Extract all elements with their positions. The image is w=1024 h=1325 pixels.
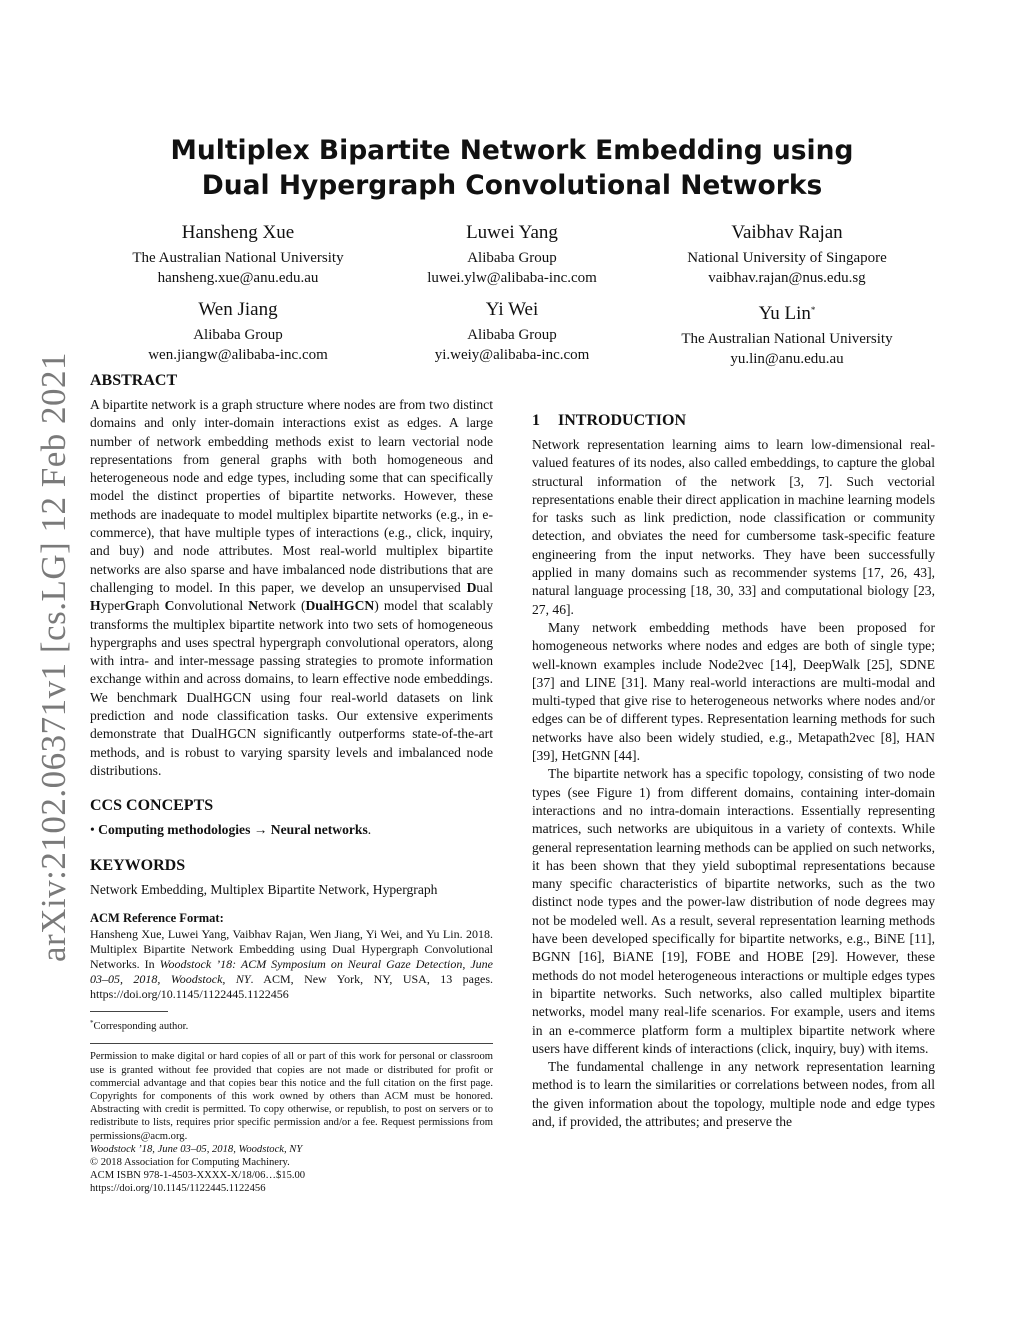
author-email: yu.lin@anu.edu.au bbox=[730, 351, 844, 367]
acm-ref-text: Hansheng Xue, Luwei Yang, Vaibhav Rajan, Wen Jiang, Yi Wei, and Yu Lin. 2018. Multiplex Bipartite Network Embedding using Dual Hypergraph Convolutional Networks. In Woodstock ’18: ACM Symposium on Neural Gaze Detection, June 03–05, 2018, Woodstock, NY. ACM, New York, NY, USA, 13 pages. https://doi.org/10.1145/1122445.1122456 bbox=[90, 927, 494, 1002]
author-name-text: Yu Lin bbox=[758, 303, 811, 324]
author-email: hansheng.xue@anu.edu.au bbox=[157, 270, 319, 286]
intro-paragraph: Many network embedding methods have been proposed for homogeneous networks where nodes and edges are both of single type; well-known examples include Node2vec [14], DeepWalk [25], SDNE [37] and LINE [31]. Many real-world interactions are multi-modal and multi-typed that give rise to heterogeneous networks where nodes and/or edges can be of different types. Representation learning methods for such networks have also been widely studied, e.g., Metapath2vec [8], HAN [39], HetGNN [44]. bbox=[532, 619, 935, 764]
author-email: luwei.ylw@alibaba-inc.com bbox=[427, 270, 597, 286]
left-column bbox=[90, 371, 493, 1196]
ccs-concepts: • Computing methodologies → Neural networks. bbox=[90, 822, 372, 838]
intro-paragraph: Network representation learning aims to learn low-dimensional real-valued features of its nodes, also called embeddings, to capture the global structural information of the network [3, 7]. Such vectorial representations enable their direct application in machine learning models for tasks such as link prediction, node classification or community detection, and obviates the need for cumbersome task-specific feature engineering from the input networks. They have been successfully applied in many domains such as recommender systems [17, 26, 43], natural language processing [18, 30, 33] and computational biology [23, 27, 46]. bbox=[532, 437, 935, 617]
footnote-rule bbox=[90, 1011, 168, 1012]
author-block bbox=[88, 298, 388, 365]
author-name: Vaibhav Rajan bbox=[731, 222, 843, 243]
intro-heading: 1 INTRODUCTION bbox=[532, 412, 687, 429]
author-affiliation: The Australian National University bbox=[132, 250, 344, 266]
author-affiliation: Alibaba Group bbox=[467, 250, 557, 266]
author-affiliation: The Australian National University bbox=[681, 331, 893, 347]
author-name: Luwei Yang bbox=[466, 222, 558, 243]
title-line-2: Dual Hypergraph Convolutional Networks bbox=[201, 170, 823, 201]
title-line-1: Multiplex Bipartite Network Embedding using bbox=[170, 135, 854, 166]
author-block bbox=[362, 298, 662, 365]
arxiv-identifier: arXiv:2102.06371v1 [cs.LG] 12 Feb 2021 bbox=[34, 351, 73, 963]
author-affiliation: Alibaba Group bbox=[467, 327, 557, 343]
doi-link[interactable]: https://doi.org/10.1145/1122445.1122456 bbox=[90, 1183, 266, 1195]
author-block bbox=[362, 221, 662, 288]
author-affiliation: Alibaba Group bbox=[193, 327, 283, 343]
permission-rule bbox=[90, 1043, 493, 1044]
author-block bbox=[637, 298, 937, 369]
author-name bbox=[637, 298, 937, 326]
acm-ref-label: ACM Reference Format: bbox=[90, 910, 224, 925]
author-affiliation: National University of Singapore bbox=[687, 250, 887, 266]
author-email: vaibhav.rajan@nus.edu.sg bbox=[708, 270, 866, 286]
abstract-heading: ABSTRACT bbox=[90, 372, 178, 389]
ccs-heading: CCS CONCEPTS bbox=[90, 797, 214, 815]
intro-paragraph: The bipartite network has a specific topology, consisting of two node types (see Figure 1) from different domains, containing inter-domain interactions and no intra-domain interactions. Essentially representing matrices, such networks are ubiquitous in a variety of contexts. While general representation learning methods can be applied on such networks, it has been shown that they yield suboptimal representations because many specific characteristics of bipartite networks, such as the two distinct node types and the power-law distribution of node degrees may not be modeled well. As a result, several representation learning methods have been developed specifically for bipartite networks, e.g., BiNE [11], BGNN [16], BiANE [19], FOBE and HOBE [29]. However, these methods do not model heterogeneous interactions or multiple edges types in bipartite networks. Such networks, also called multiplex bipartite networks, model many real-life scenarios. For example, users and items in an e-commerce platform form a multiplex bipartite network where users have different kinds of interactions (click, inquiry, buy) with items. bbox=[532, 766, 935, 1056]
isbn: ACM ISBN 978-1-4503-XXXX-X/18/06…$15.00 bbox=[90, 1170, 306, 1182]
keywords-heading: KEYWORDS bbox=[90, 856, 186, 874]
permission-text: Permission to make digital or hard copies of all or part of this work for personal or classroom use is granted without fee provided that copies are not made or distributed for profit or commercial advantage and that copies bear this notice and the full citation on the first page. Copyrights for components of this work owned by others than ACM must be honored. Abstracting with credit is permitted. To copy otherwise, or republish, to post on servers or to redistribute to lists, requires prior specific permission and/or a fee. Request permissions from permissions@acm.org. bbox=[90, 1051, 493, 1142]
author-name: Hansheng Xue bbox=[181, 222, 295, 243]
author-block bbox=[88, 221, 388, 288]
author-block bbox=[637, 221, 937, 288]
abstract-text: A bipartite network is a graph structure where nodes are from two distinct domains and only inter-domain interactions exist as edges. A large number of network embedding methods exist to learn vectorial node representations from general graphs with both homogeneous and heterogeneous node and edge types, including some that can specifically model the distinct properties of bipartite networks. However, these methods are inadequate to model multiplex bipartite networks (e.g., in e-commerce), that have multiple types of interactions (e.g., click, inquiry, and buy) and node attributes. Most real-world multiplex bipartite networks are also sparse and have imbalanced node distributions that are challenging to model. In this paper, we develop an unsupervised Dual HyperGraph Convolutional Network (DualHGCN) model that scalably transforms the multiplex bipartite network into two sets of homogeneous hypergraphs and uses spectral hypergraph convolutional operators, along with intra- and inter-message passing strategies to promote information exchange within and across domains, to learn effective node embeddings. We benchmark DualHGCN using four real-world datasets on link prediction and node classification tasks. Our extensive experiments demonstrate that DualHGCN significantly outperforms state-of-the-art methods, and is robust to varying sparsity levels and imbalanced node distributions. bbox=[90, 397, 493, 778]
right-column bbox=[532, 371, 935, 1131]
intro-paragraph: The fundamental challenge in any network representation learning method is to learn the similarities or correlations between nodes, from all the given information about the topology, multiple node and edge types and, if provided, the attributes; and preserve the bbox=[532, 1059, 935, 1129]
footnote: *Corresponding author. bbox=[90, 1019, 189, 1033]
author-email: yi.weiy@alibaba-inc.com bbox=[434, 347, 590, 363]
corresponding-mark: * bbox=[810, 305, 816, 315]
author-email: wen.jiangw@alibaba-inc.com bbox=[148, 347, 328, 363]
author-name: Wen Jiang bbox=[198, 299, 278, 320]
copyright: © 2018 Association for Computing Machinery. bbox=[90, 1156, 290, 1168]
paper-title bbox=[150, 133, 874, 203]
author-name: Yi Wei bbox=[485, 299, 539, 320]
conference-info: Woodstock ’18, June 03–05, 2018, Woodstock, NY bbox=[90, 1143, 303, 1155]
keywords-text: Network Embedding, Multiplex Bipartite Network, Hypergraph bbox=[90, 881, 438, 897]
